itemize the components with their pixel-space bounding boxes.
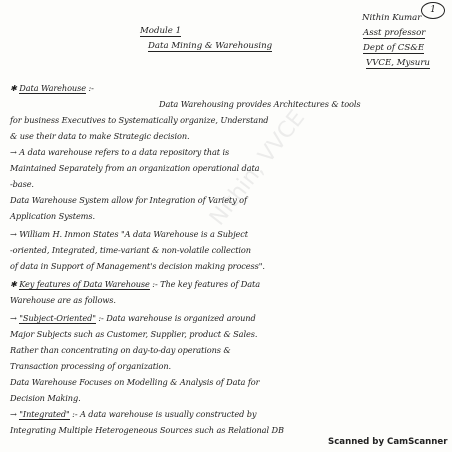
text-line: Transaction processing of organization. <box>10 361 171 371</box>
module-label: Module 1 <box>140 26 182 36</box>
text-line: of data in Support of Management's decision making process". <box>10 261 265 271</box>
author-designation: Asst professor <box>363 28 426 38</box>
text-line: for business Executives to Systematically organize, Understand <box>10 115 269 125</box>
text-line: Data Warehouse System allow for Integration of Variety of <box>10 195 247 205</box>
text-line: → "Integrated" :- A data warehouse is usually constructed by <box>10 409 257 419</box>
text-line: Major Subjects such as Customer, Supplier, product & Sales. <box>10 329 258 339</box>
author-college: VVCE, Mysuru <box>366 58 430 68</box>
watermark-text: Nithin, VVCE <box>205 105 310 231</box>
text-line: -oriented, Integrated, time-variant & non-volatile collection <box>10 245 251 255</box>
page-number-badge: 1 <box>421 2 445 19</box>
text-line: -base. <box>10 179 34 189</box>
text-line: → William H. Inmon States "A data Warehouse is a Subject <box>10 229 248 239</box>
text-line: Integrating Multiple Heterogeneous Sources such as Relational DB <box>10 425 284 435</box>
text-line: ✱ Key features of Data Warehouse :- The key features of Data <box>10 279 260 289</box>
text-line: Maintained Separately from an organization operational data <box>10 163 260 173</box>
author-department: Dept of CS&E <box>363 43 425 53</box>
text-line: Warehouse are as follows. <box>10 295 116 305</box>
text-line: ✱ Data Warehouse :- <box>10 83 94 93</box>
text-line: → "Subject-Oriented" :- Data warehouse is organized around <box>10 313 256 323</box>
text-line: Rather than concentrating on day-to-day operations & <box>10 345 231 355</box>
text-line: Data Warehousing provides Architectures & tools <box>159 99 361 109</box>
scanner-footer: Scanned by CamScanner <box>328 437 448 447</box>
text-line: Application Systems. <box>10 211 95 221</box>
text-line: Data Warehouse Focuses on Modelling & Analysis of Data for <box>10 377 260 387</box>
text-line: Decision Making. <box>10 393 81 403</box>
text-line: → A data warehouse refers to a data repository that is <box>10 147 230 157</box>
author-name: Nithin Kumar <box>362 13 422 23</box>
text-line: & use their data to make Strategic decision. <box>10 131 190 141</box>
page-title: Data Mining & Warehousing <box>148 41 273 51</box>
